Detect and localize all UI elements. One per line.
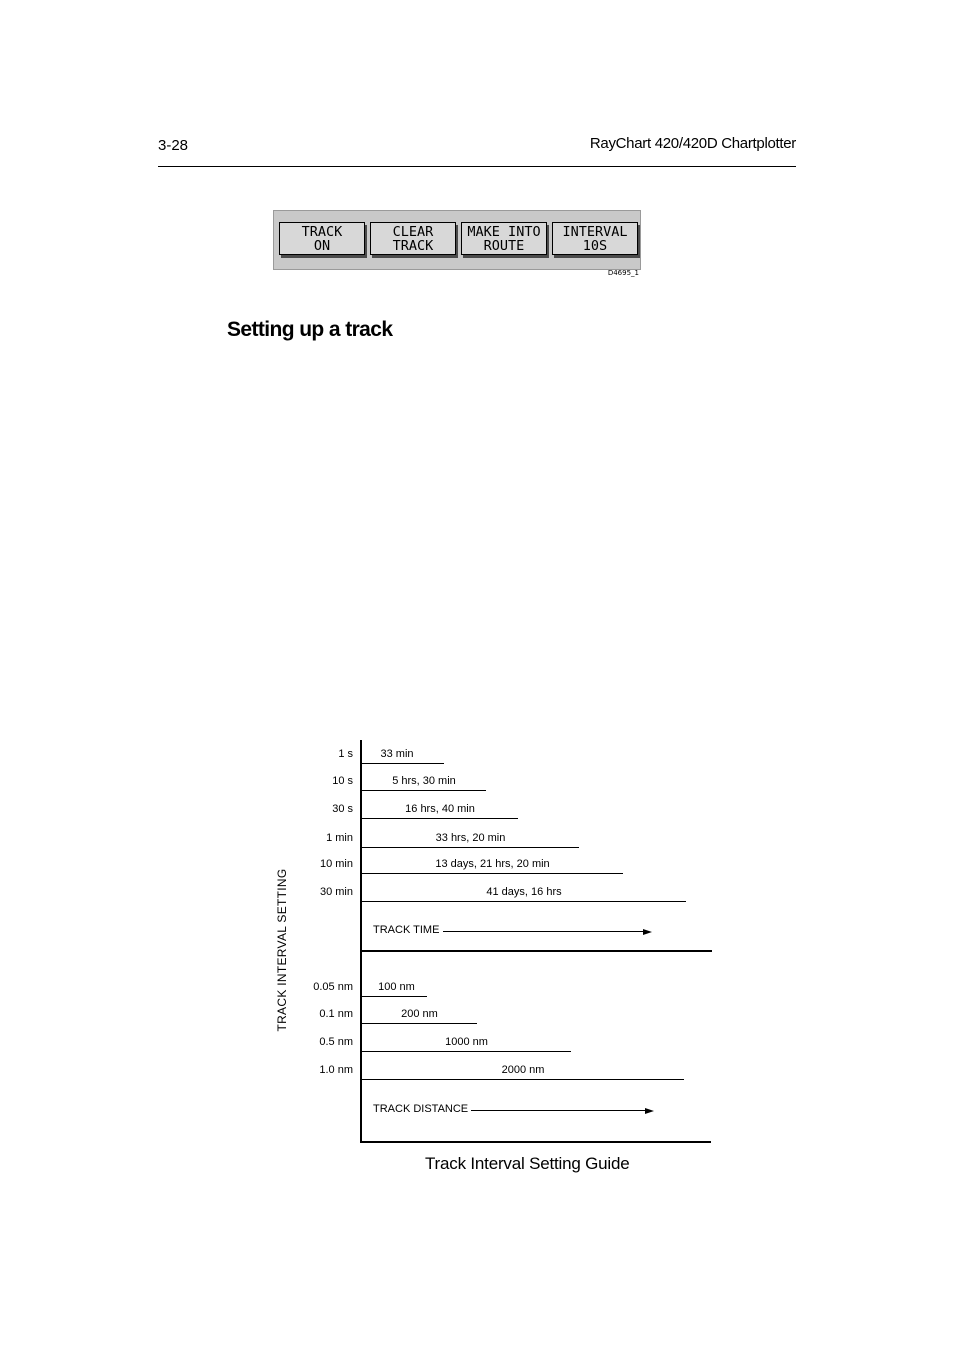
data-label: 2000 nm [501,1064,545,1076]
panel-divider-axis [360,950,712,952]
bar [362,873,623,874]
data-label: 13 days, 21 hrs, 20 min [435,858,550,870]
bar [362,1051,571,1052]
softkey-line1: TRACK [301,224,343,240]
tick-label: 1.0 nm [319,1064,353,1076]
tick-label: 10 min [319,858,353,870]
arrow-head [643,929,652,935]
bar [362,818,518,819]
tick-label: 30 min [319,886,353,898]
header-rule [158,166,796,167]
bar [362,901,686,902]
data-label: 33 min [380,748,414,760]
arrow-head [645,1108,654,1114]
tick-label: 10 s [332,775,353,787]
axis-direction-label: TRACK TIME [373,924,440,936]
y-axis-label: TRACK INTERVAL SETTING [275,868,289,1032]
tick-label: 0.5 nm [319,1036,353,1048]
bar [362,847,579,848]
bar [362,763,444,764]
diagram-reference: D4695_1 [607,269,639,277]
bar [362,1023,477,1024]
softkey-line1: MAKE INTO [467,224,541,240]
bar [362,790,486,791]
softkey-bar [273,210,641,277]
softkey-line1: CLEAR [392,224,434,240]
data-label: 200 nm [401,1008,438,1020]
interval-softkey[interactable] [552,222,638,255]
page-number: 3-28 [158,137,189,154]
data-label: 1000 nm [445,1036,488,1048]
tick-label: 0.05 nm [313,981,353,993]
figure-caption: Track Interval Setting Guide [425,1154,630,1173]
chart-y-axis [360,740,362,1143]
tick-label: 1 min [326,832,353,844]
softkey-line2: 10S [582,238,608,254]
tick-label: 30 s [332,803,353,815]
axis-direction-label: TRACK DISTANCE [373,1103,469,1115]
chart-x-axis [360,1141,711,1143]
softkey-line2: TRACK [392,238,434,254]
data-label: 41 days, 16 hrs [486,886,562,898]
bar [362,1079,684,1080]
clear-track-softkey[interactable] [370,222,456,255]
arrow-line [471,1110,646,1111]
softkey-line2: ON [313,238,331,254]
section-heading: Setting up a track [227,318,393,341]
data-label: 100 nm [378,981,415,993]
data-label: 33 hrs, 20 min [435,832,506,844]
softkey-line1: INTERVAL [562,224,628,240]
tick-label: 1 s [338,748,353,760]
track-on-softkey[interactable] [279,222,365,255]
data-label: 16 hrs, 40 min [405,803,475,815]
running-title: RayChart 420/420D Chartplotter [589,135,796,152]
make-into-route-softkey[interactable] [461,222,547,255]
tick-label: 0.1 nm [319,1008,353,1020]
bar [362,996,427,997]
data-label: 5 hrs, 30 min [392,775,456,787]
arrow-line [443,931,644,932]
softkey-line2: ROUTE [483,238,525,254]
